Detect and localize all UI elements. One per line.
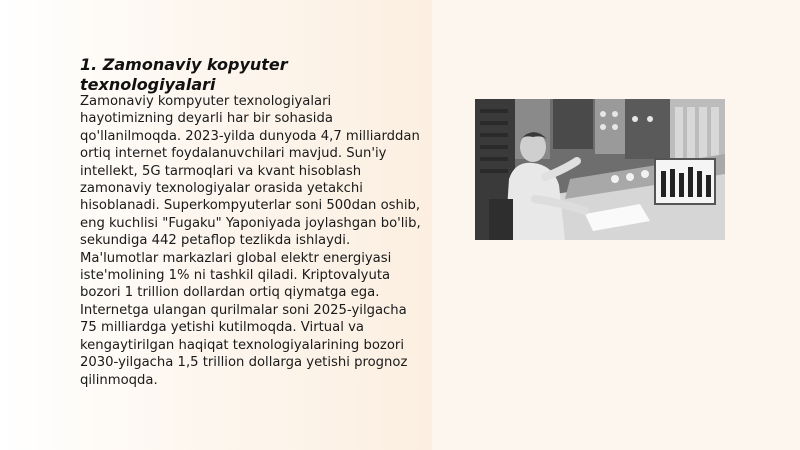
slide-body-text: Zamonaviy kompyuter texnologiyalari hayotimizning deyarli har bir sohasida qo'llanilmoqda. 2023-yilda dunyoda 4,7 milliarddan ortiq internet foydalanuvchilari mavjud. Sun'iy intellekt, 5G tarmoqlari va kvant hisoblash zamonaviy texnologiyalar orasida yetakchi hisoblanadi. Superkompyuterlar soni 500dan oshib, eng kuchlisi "Fugaku" Yaponiyada joylashgan bo'lib, sekundiga 442 petaflop tezlikda ishlaydi. Ma'lumotlar markazlari global elektr energiyasi iste'molining 1% ni tashkil qiladi. Kriptovalyuta bozori 1 trillion dollardan ortiq qiymatga ega. Internetga ulangan qurilmalar soni 2025-yilgacha 75 milliardga yetishi kutilmoqda. Virtual va kengaytirilgan haqiqat texnologiyalarining bozori 2030-yilgacha 1,5 trillion dollarga yetishi prognoz qilinmoqda. [80,94,421,388]
vintage-computer-operator-photo [475,99,725,240]
slide-title: 1. Zamonaviy kopyuter texnologiyalari [80,55,288,94]
